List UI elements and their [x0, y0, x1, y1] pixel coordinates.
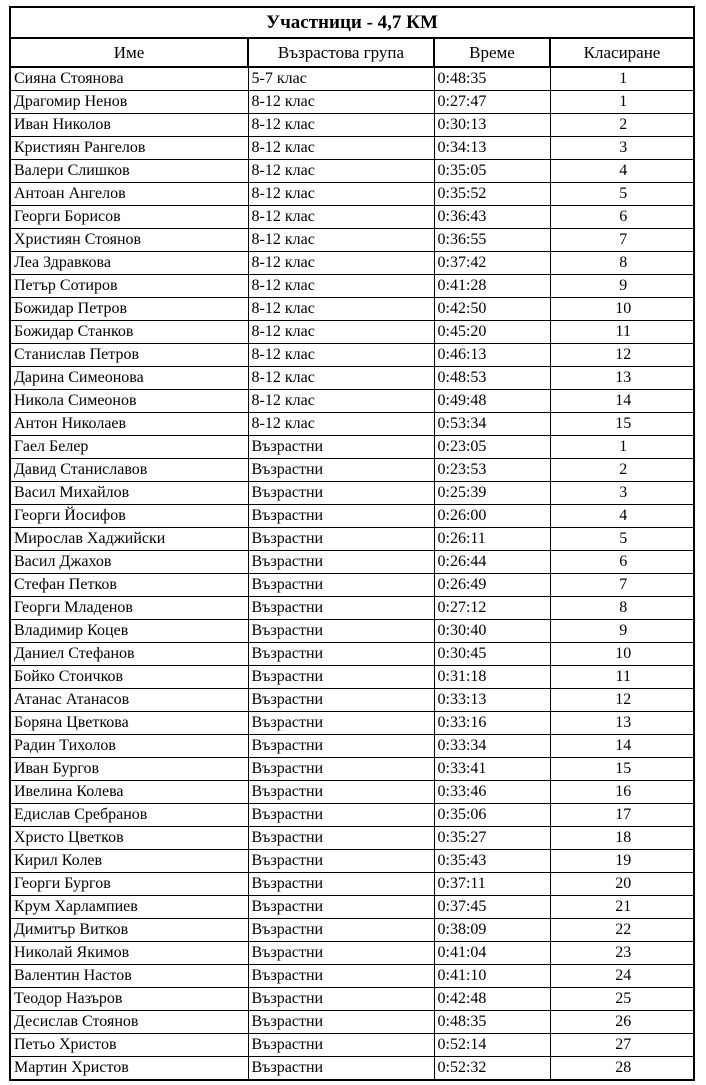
- age-group-cell: 8-12 клас: [248, 206, 434, 229]
- rank-cell: 9: [550, 275, 694, 298]
- participant-name-cell: Ивелина Колева: [10, 781, 248, 804]
- time-cell: 0:35:27: [434, 827, 550, 850]
- time-cell: 0:37:42: [434, 252, 550, 275]
- age-group-cell: Възрастни: [248, 758, 434, 781]
- participant-name-cell: Радин Тихолов: [10, 735, 248, 758]
- rank-cell: 9: [550, 620, 694, 643]
- age-group-cell: 8-12 клас: [248, 390, 434, 413]
- age-group-cell: 8-12 клас: [248, 344, 434, 367]
- time-cell: 0:33:41: [434, 758, 550, 781]
- time-cell: 0:33:16: [434, 712, 550, 735]
- rank-cell: 15: [550, 758, 694, 781]
- participant-name-cell: Георги Младенов: [10, 597, 248, 620]
- participant-name-cell: Владимир Коцев: [10, 620, 248, 643]
- time-cell: 0:36:55: [434, 229, 550, 252]
- rank-cell: 21: [550, 896, 694, 919]
- rank-cell: 11: [550, 321, 694, 344]
- participant-name-cell: Валери Слишков: [10, 160, 248, 183]
- table-row: [10, 413, 694, 436]
- time-cell: 0:30:40: [434, 620, 550, 643]
- table-row: [10, 942, 694, 965]
- table-row: [10, 482, 694, 505]
- participant-name-cell: Христо Цветков: [10, 827, 248, 850]
- rank-cell: 28: [550, 1057, 694, 1081]
- time-cell: 0:33:46: [434, 781, 550, 804]
- rank-cell: 2: [550, 459, 694, 482]
- time-cell: 0:49:48: [434, 390, 550, 413]
- table-row: [10, 896, 694, 919]
- time-cell: 0:36:43: [434, 206, 550, 229]
- age-group-cell: Възрастни: [248, 988, 434, 1011]
- table-row: [10, 689, 694, 712]
- time-cell: 0:30:13: [434, 114, 550, 137]
- table-row: [10, 344, 694, 367]
- results-sheet: [9, 6, 693, 1081]
- table-row: [10, 712, 694, 735]
- table-row: [10, 505, 694, 528]
- table-row: [10, 321, 694, 344]
- time-cell: 0:25:39: [434, 482, 550, 505]
- age-group-cell: 5-7 клас: [248, 67, 434, 91]
- rank-cell: 8: [550, 597, 694, 620]
- age-group-cell: Възрастни: [248, 919, 434, 942]
- time-cell: 0:27:47: [434, 91, 550, 114]
- table-row: [10, 67, 694, 91]
- table-row: [10, 252, 694, 275]
- table-title: Участници - 4,7 КМ: [10, 7, 694, 38]
- rank-cell: 19: [550, 850, 694, 873]
- table-row: [10, 919, 694, 942]
- participant-name-cell: Сияна Стоянова: [10, 67, 248, 91]
- rank-cell: 12: [550, 344, 694, 367]
- age-group-cell: Възрастни: [248, 850, 434, 873]
- rank-cell: 1: [550, 436, 694, 459]
- participant-name-cell: Боряна Цветкова: [10, 712, 248, 735]
- participant-name-cell: Крум Харлампиев: [10, 896, 248, 919]
- age-group-cell: Възрастни: [248, 873, 434, 896]
- rank-cell: 6: [550, 551, 694, 574]
- table-row: [10, 160, 694, 183]
- time-cell: 0:41:10: [434, 965, 550, 988]
- table-row: [10, 528, 694, 551]
- participant-name-cell: Мартин Христов: [10, 1057, 248, 1081]
- table-row: [10, 390, 694, 413]
- table-row: [10, 735, 694, 758]
- time-cell: 0:48:35: [434, 67, 550, 91]
- rank-cell: 4: [550, 160, 694, 183]
- table-row: [10, 758, 694, 781]
- age-group-cell: 8-12 клас: [248, 413, 434, 436]
- time-cell: 0:35:43: [434, 850, 550, 873]
- table-row: [10, 574, 694, 597]
- table-row: [10, 827, 694, 850]
- results-table: [9, 6, 695, 1081]
- age-group-cell: 8-12 клас: [248, 252, 434, 275]
- table-row: [10, 137, 694, 160]
- age-group-cell: Възрастни: [248, 528, 434, 551]
- time-cell: 0:34:13: [434, 137, 550, 160]
- table-row: [10, 114, 694, 137]
- rank-cell: 1: [550, 67, 694, 91]
- age-group-cell: 8-12 клас: [248, 183, 434, 206]
- age-group-cell: 8-12 клас: [248, 229, 434, 252]
- age-group-cell: 8-12 клас: [248, 367, 434, 390]
- age-group-cell: 8-12 клас: [248, 114, 434, 137]
- participant-name-cell: Никола Симеонов: [10, 390, 248, 413]
- participant-name-cell: Божидар Петров: [10, 298, 248, 321]
- rank-cell: 23: [550, 942, 694, 965]
- participant-name-cell: Димитър Витков: [10, 919, 248, 942]
- age-group-cell: Възрастни: [248, 942, 434, 965]
- participant-name-cell: Мирослав Хаджийски: [10, 528, 248, 551]
- time-cell: 0:33:34: [434, 735, 550, 758]
- time-cell: 0:23:53: [434, 459, 550, 482]
- age-group-cell: Възрастни: [248, 574, 434, 597]
- time-cell: 0:53:34: [434, 413, 550, 436]
- table-row: [10, 597, 694, 620]
- time-cell: 0:41:04: [434, 942, 550, 965]
- table-row: [10, 229, 694, 252]
- table-row: [10, 643, 694, 666]
- age-group-cell: 8-12 клас: [248, 137, 434, 160]
- time-cell: 0:42:50: [434, 298, 550, 321]
- time-cell: 0:26:49: [434, 574, 550, 597]
- rank-cell: 8: [550, 252, 694, 275]
- rank-cell: 3: [550, 137, 694, 160]
- time-cell: 0:26:00: [434, 505, 550, 528]
- participant-name-cell: Васил Джахов: [10, 551, 248, 574]
- participant-name-cell: Дарина Симеонова: [10, 367, 248, 390]
- age-group-cell: Възрастни: [248, 896, 434, 919]
- participant-name-cell: Бойко Стоичков: [10, 666, 248, 689]
- age-group-cell: Възрастни: [248, 804, 434, 827]
- age-group-cell: 8-12 клас: [248, 298, 434, 321]
- time-cell: 0:26:11: [434, 528, 550, 551]
- age-group-cell: Възрастни: [248, 712, 434, 735]
- age-group-cell: Възрастни: [248, 620, 434, 643]
- age-group-cell: Възрастни: [248, 643, 434, 666]
- age-group-cell: Възрастни: [248, 436, 434, 459]
- participant-name-cell: Георги Йосифов: [10, 505, 248, 528]
- age-group-cell: Възрастни: [248, 827, 434, 850]
- rank-cell: 27: [550, 1034, 694, 1057]
- time-cell: 0:31:18: [434, 666, 550, 689]
- rank-cell: 17: [550, 804, 694, 827]
- time-cell: 0:35:05: [434, 160, 550, 183]
- age-group-cell: Възрастни: [248, 551, 434, 574]
- rank-cell: 16: [550, 781, 694, 804]
- table-row: [10, 1034, 694, 1057]
- table-row: [10, 1011, 694, 1034]
- time-cell: 0:27:12: [434, 597, 550, 620]
- age-group-cell: 8-12 клас: [248, 321, 434, 344]
- age-group-cell: Възрастни: [248, 965, 434, 988]
- rank-cell: 7: [550, 574, 694, 597]
- table-row: [10, 781, 694, 804]
- participant-name-cell: Атанас Атанасов: [10, 689, 248, 712]
- time-cell: 0:26:44: [434, 551, 550, 574]
- table-row: [10, 459, 694, 482]
- table-row: [10, 1057, 694, 1081]
- participant-name-cell: Християн Стоянов: [10, 229, 248, 252]
- time-cell: 0:48:53: [434, 367, 550, 390]
- time-cell: 0:35:06: [434, 804, 550, 827]
- time-cell: 0:41:28: [434, 275, 550, 298]
- rank-cell: 14: [550, 735, 694, 758]
- results-body: [10, 67, 694, 1080]
- table-row: [10, 850, 694, 873]
- participant-name-cell: Антоан Ангелов: [10, 183, 248, 206]
- participant-name-cell: Драгомир Ненов: [10, 91, 248, 114]
- age-group-cell: 8-12 клас: [248, 91, 434, 114]
- age-group-cell: Възрастни: [248, 1057, 434, 1081]
- rank-cell: 13: [550, 367, 694, 390]
- participant-name-cell: Теодор Назъров: [10, 988, 248, 1011]
- age-group-cell: 8-12 клас: [248, 160, 434, 183]
- table-row: [10, 988, 694, 1011]
- table-row: [10, 873, 694, 896]
- participant-name-cell: Иван Николов: [10, 114, 248, 137]
- rank-cell: 4: [550, 505, 694, 528]
- rank-cell: 14: [550, 390, 694, 413]
- time-cell: 0:35:52: [434, 183, 550, 206]
- age-group-cell: Възрастни: [248, 666, 434, 689]
- participant-name-cell: Божидар Станков: [10, 321, 248, 344]
- time-cell: 0:42:48: [434, 988, 550, 1011]
- time-cell: 0:37:45: [434, 896, 550, 919]
- rank-cell: 18: [550, 827, 694, 850]
- participant-name-cell: Георги Борисов: [10, 206, 248, 229]
- age-group-cell: Възрастни: [248, 459, 434, 482]
- rank-cell: 20: [550, 873, 694, 896]
- participant-name-cell: Петьо Христов: [10, 1034, 248, 1057]
- age-group-cell: Възрастни: [248, 1011, 434, 1034]
- rank-cell: 1: [550, 91, 694, 114]
- participant-name-cell: Валентин Настов: [10, 965, 248, 988]
- rank-cell: 2: [550, 114, 694, 137]
- participant-name-cell: Стефан Петков: [10, 574, 248, 597]
- participant-name-cell: Леа Здравкова: [10, 252, 248, 275]
- age-group-cell: Възрастни: [248, 482, 434, 505]
- participant-name-cell: Станислав Петров: [10, 344, 248, 367]
- participant-name-cell: Десислав Стоянов: [10, 1011, 248, 1034]
- table-row: [10, 367, 694, 390]
- time-cell: 0:48:35: [434, 1011, 550, 1034]
- rank-cell: 13: [550, 712, 694, 735]
- rank-cell: 11: [550, 666, 694, 689]
- rank-cell: 24: [550, 965, 694, 988]
- table-row: [10, 436, 694, 459]
- age-group-cell: Възрастни: [248, 505, 434, 528]
- age-group-cell: Възрастни: [248, 1034, 434, 1057]
- participant-name-cell: Иван Бургов: [10, 758, 248, 781]
- participant-name-cell: Антон Николаев: [10, 413, 248, 436]
- table-row: [10, 91, 694, 114]
- participant-name-cell: Васил Михайлов: [10, 482, 248, 505]
- participant-name-cell: Петър Сотиров: [10, 275, 248, 298]
- age-group-cell: Възрастни: [248, 781, 434, 804]
- rank-cell: 25: [550, 988, 694, 1011]
- header-age-group: Възрастова група: [248, 38, 434, 67]
- header-rank: Класиране: [550, 38, 694, 67]
- rank-cell: 5: [550, 183, 694, 206]
- time-cell: 0:33:13: [434, 689, 550, 712]
- rank-cell: 3: [550, 482, 694, 505]
- time-cell: 0:52:32: [434, 1057, 550, 1081]
- age-group-cell: Възрастни: [248, 689, 434, 712]
- table-row: [10, 666, 694, 689]
- table-row: [10, 183, 694, 206]
- participant-name-cell: Николай Якимов: [10, 942, 248, 965]
- table-row: [10, 804, 694, 827]
- time-cell: 0:23:05: [434, 436, 550, 459]
- participant-name-cell: Даниел Стефанов: [10, 643, 248, 666]
- header-name: Име: [10, 38, 248, 67]
- time-cell: 0:52:14: [434, 1034, 550, 1057]
- header-time: Време: [434, 38, 550, 67]
- rank-cell: 15: [550, 413, 694, 436]
- time-cell: 0:30:45: [434, 643, 550, 666]
- participant-name-cell: Едислав Сребранов: [10, 804, 248, 827]
- table-row: [10, 965, 694, 988]
- rank-cell: 10: [550, 298, 694, 321]
- participant-name-cell: Кристиян Рангелов: [10, 137, 248, 160]
- participant-name-cell: Гаел Белер: [10, 436, 248, 459]
- time-cell: 0:37:11: [434, 873, 550, 896]
- table-row: [10, 275, 694, 298]
- participant-name-cell: Георги Бургов: [10, 873, 248, 896]
- rank-cell: 10: [550, 643, 694, 666]
- table-row: [10, 298, 694, 321]
- table-row: [10, 551, 694, 574]
- rank-cell: 12: [550, 689, 694, 712]
- rank-cell: 22: [550, 919, 694, 942]
- age-group-cell: Възрастни: [248, 597, 434, 620]
- rank-cell: 7: [550, 229, 694, 252]
- table-row: [10, 620, 694, 643]
- age-group-cell: 8-12 клас: [248, 275, 434, 298]
- rank-cell: 26: [550, 1011, 694, 1034]
- table-row: [10, 206, 694, 229]
- age-group-cell: Възрастни: [248, 735, 434, 758]
- rank-cell: 5: [550, 528, 694, 551]
- participant-name-cell: Кирил Колев: [10, 850, 248, 873]
- rank-cell: 6: [550, 206, 694, 229]
- participant-name-cell: Давид Станиславов: [10, 459, 248, 482]
- time-cell: 0:38:09: [434, 919, 550, 942]
- time-cell: 0:45:20: [434, 321, 550, 344]
- time-cell: 0:46:13: [434, 344, 550, 367]
